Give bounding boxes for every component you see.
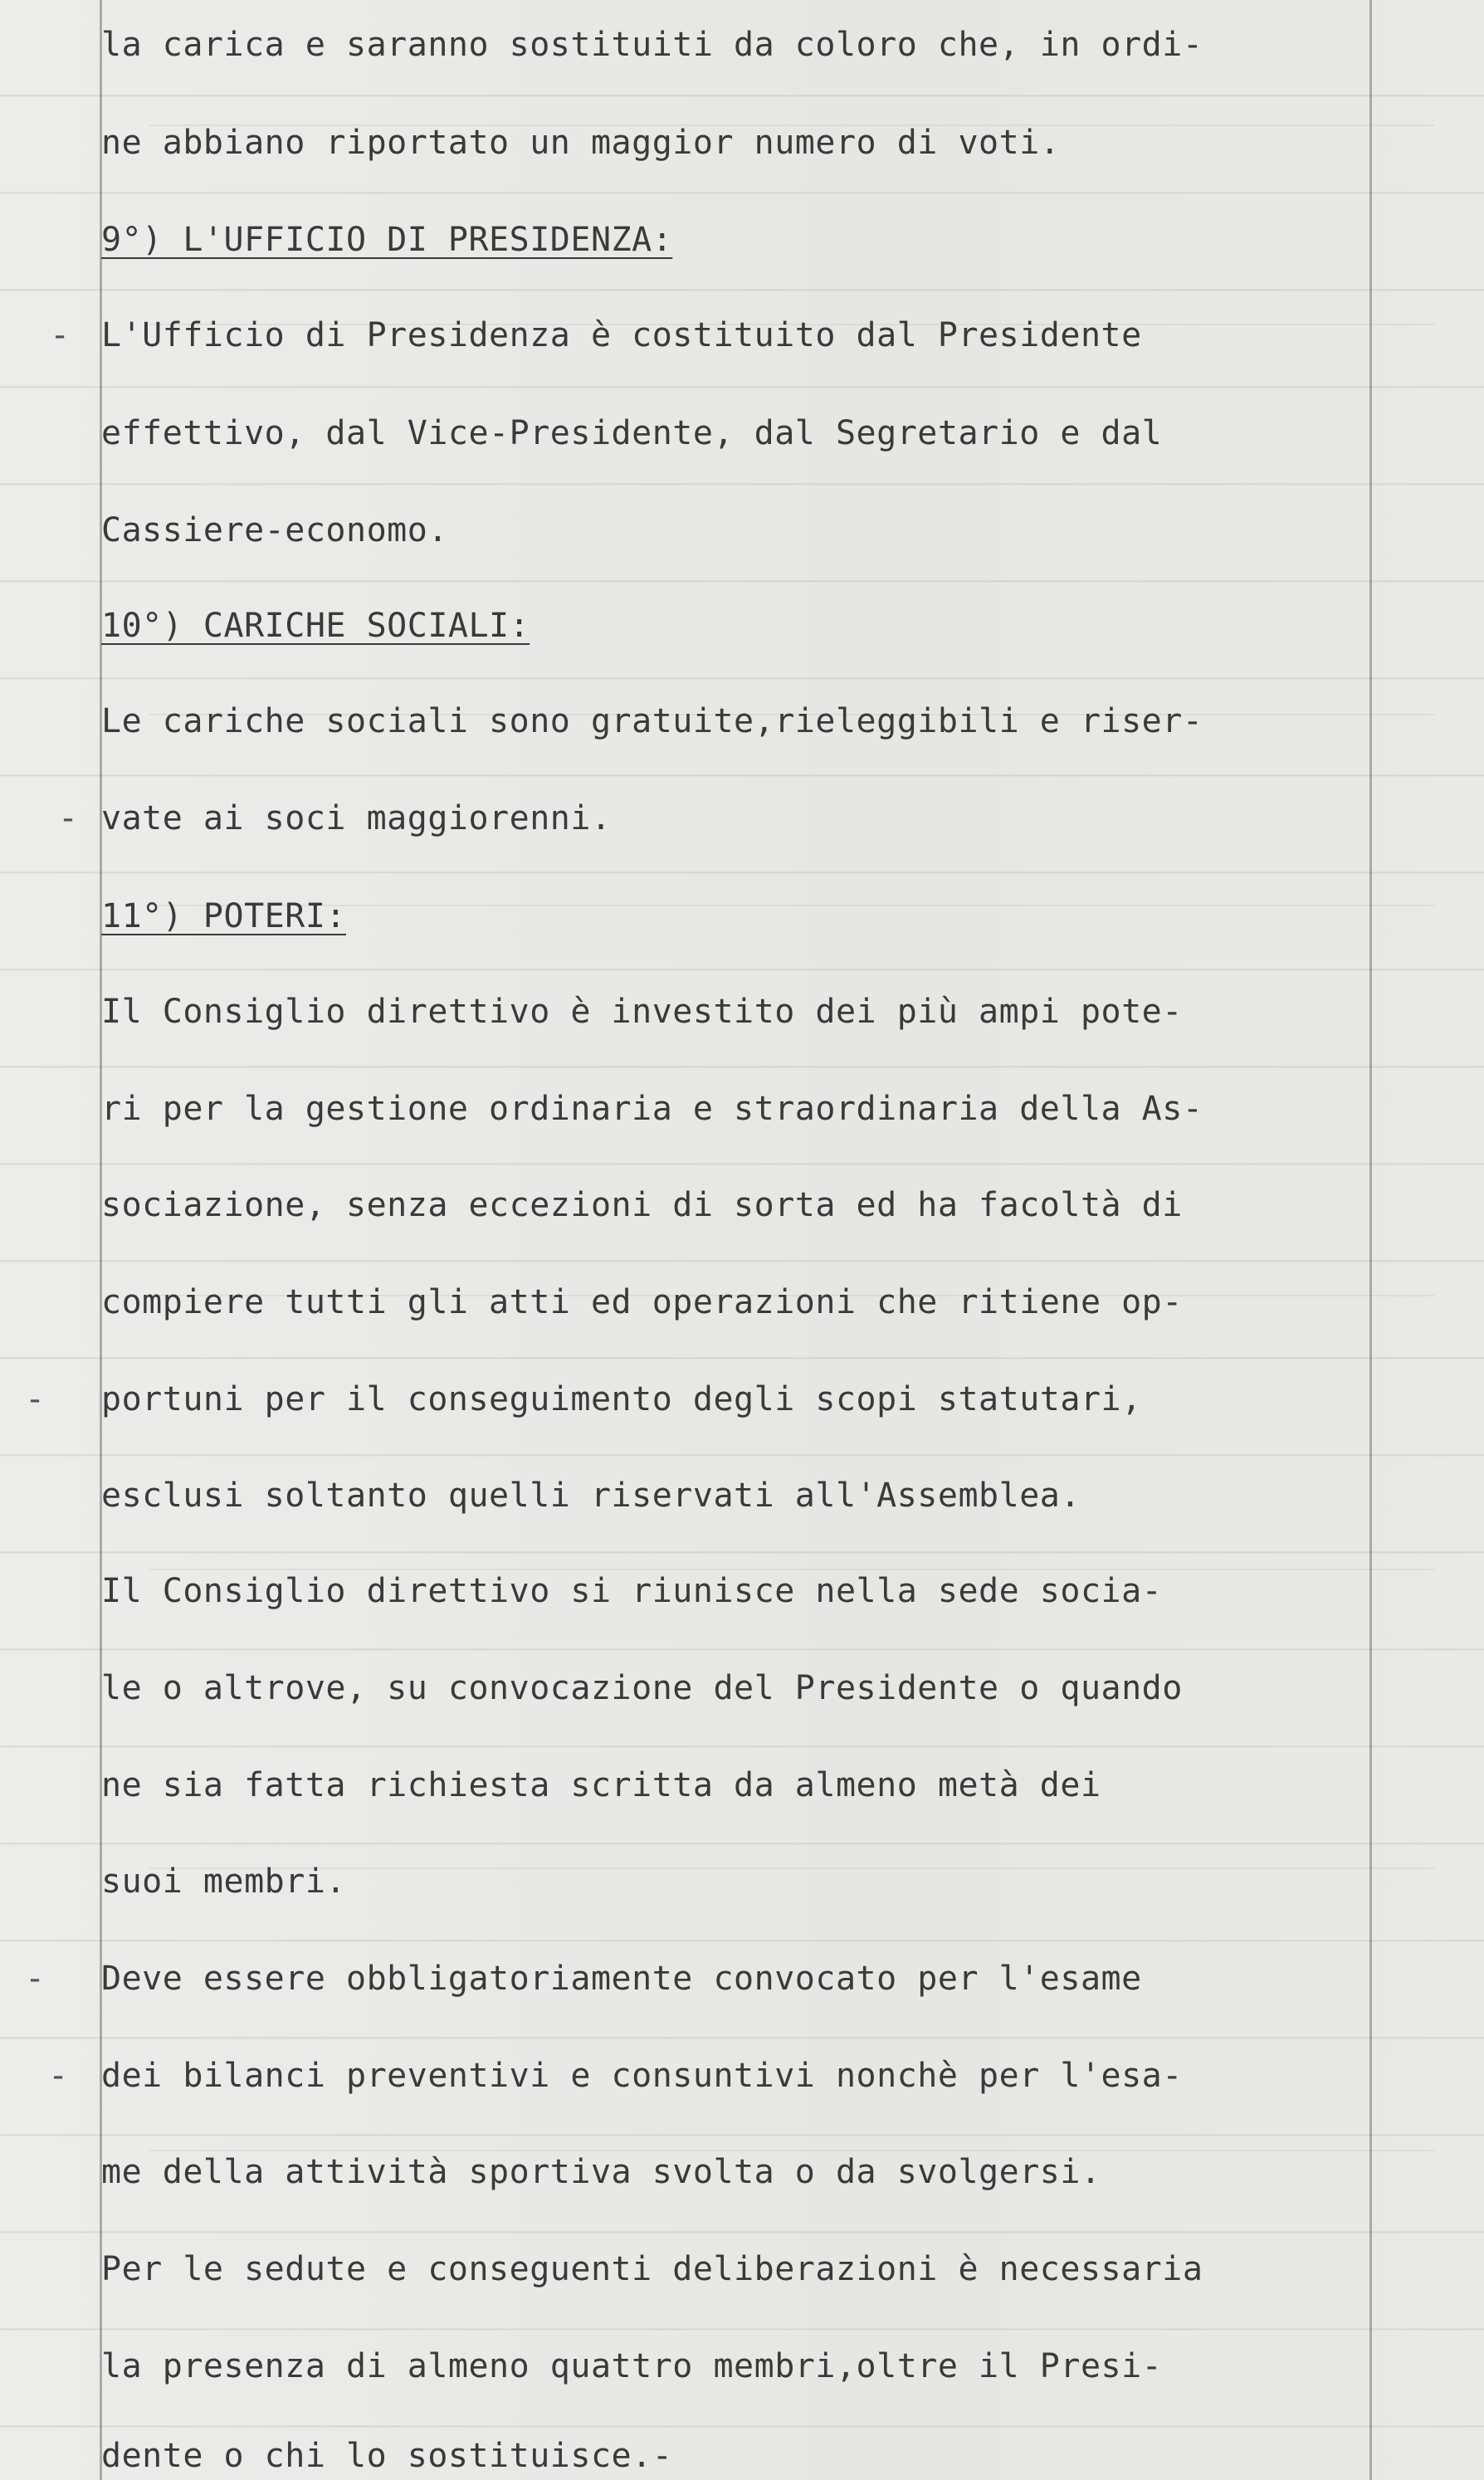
show-through-line xyxy=(149,2150,1434,2151)
text-line: portuni per il conseguimento degli scopi statutari, xyxy=(101,1380,1142,1418)
section-heading-11: 11°) POTERI: xyxy=(101,897,346,935)
text-line: le o altrove, su convocazione del Presidente o quando xyxy=(101,1669,1183,1707)
text-line: Cassiere-economo. xyxy=(101,511,448,549)
show-through-line xyxy=(149,1569,1434,1570)
text-line: Il Consiglio direttivo si riunisce nella sede socia- xyxy=(101,1572,1163,1610)
text-line: la carica e saranno sostituiti da coloro che, in ordi- xyxy=(101,26,1203,64)
text-line: esclusi soltanto quelli riservati all'Assemblea. xyxy=(101,1477,1081,1515)
section-heading-10: 10°) CARICHE SOCIALI: xyxy=(101,607,530,645)
text-line: Il Consiglio direttivo è investito dei più ampi pote- xyxy=(101,993,1183,1031)
margin-dash-mark: - xyxy=(58,799,79,837)
text-line: ri per la gestione ordinaria e straordinaria della As- xyxy=(101,1090,1203,1128)
text-line: dente o chi lo sostituisce.- xyxy=(101,2437,673,2475)
margin-dash-mark: - xyxy=(25,1380,46,1418)
text-line: ne abbiano riportato un maggior numero di voti. xyxy=(101,124,1061,162)
text-line: suoi membri. xyxy=(101,1862,346,1901)
margin-dash-mark: - xyxy=(25,1960,46,1998)
text-line: Le cariche sociali sono gratuite,rieleggibili e riser- xyxy=(101,702,1203,740)
left-margin-rule xyxy=(100,0,102,2480)
text-line: sociazione, senza eccezioni di sorta ed ha facoltà di xyxy=(101,1186,1183,1224)
text-line: dei bilanci preventivi e consuntivi nonchè per l'esa- xyxy=(101,2057,1183,2095)
right-margin-rule xyxy=(1369,0,1372,2480)
text-line: la presenza di almeno quattro membri,oltre il Presi- xyxy=(101,2347,1163,2385)
text-line: compiere tutti gli atti ed operazioni che ritiene op- xyxy=(101,1283,1183,1321)
section-heading-9: 9°) L'UFFICIO DI PRESIDENZA: xyxy=(101,221,673,259)
text-line: Per le sedute e conseguenti deliberazioni è necessaria xyxy=(101,2250,1203,2288)
text-line: L'Ufficio di Presidenza è costituito dal Presidente xyxy=(101,316,1142,354)
text-line: vate ai soci maggiorenni. xyxy=(101,799,612,837)
text-line: Deve essere obbligatoriamente convocato per l'esame xyxy=(101,1960,1142,1998)
margin-dash-mark: - xyxy=(48,2057,69,2095)
text-line: me della attività sportiva svolta o da svolgersi. xyxy=(101,2153,1101,2191)
margin-dash-mark: - xyxy=(50,316,71,354)
text-line: effettivo, dal Vice-Presidente, dal Segretario e dal xyxy=(101,414,1163,452)
text-line: ne sia fatta richiesta scritta da almeno metà dei xyxy=(101,1766,1101,1804)
